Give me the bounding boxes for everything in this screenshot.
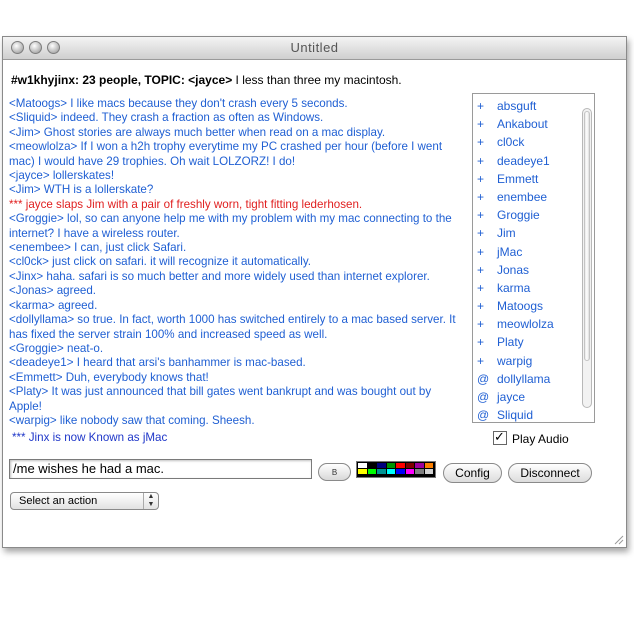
user-list-item[interactable]: [473, 352, 594, 370]
chat-line: <deadeye1> I heard that arsi's banhammer is mac-based.: [9, 356, 306, 370]
chat-line: <karma> agreed.: [9, 298, 98, 312]
color-swatch[interactable]: [387, 469, 396, 474]
color-swatch[interactable]: [396, 463, 405, 468]
color-swatch[interactable]: [377, 463, 386, 468]
user-name: jayce: [497, 390, 526, 404]
chat-line: <Jim> Ghost stories are always much better when read on a mac display.: [9, 125, 386, 139]
chat-line: <Jinx> haha. safari is so much better and more widely used than internet explorer.: [9, 269, 430, 283]
user-mode-prefix: +: [477, 171, 485, 186]
user-list-item[interactable]: [473, 152, 594, 170]
user-name: meowlolza: [497, 317, 554, 332]
chat-line: <Sliquid> indeed. They crash a fraction as often as Windows.: [9, 111, 324, 125]
user-mode-prefix: +: [477, 280, 485, 295]
channel-topic: [11, 73, 402, 87]
user-list-item[interactable]: [473, 315, 594, 333]
channel-info: #w1khyjinx: 23 people, TOPIC: <jayce>: [11, 73, 233, 87]
color-swatch[interactable]: [358, 463, 367, 468]
user-mode-prefix: +: [477, 262, 485, 277]
user-name: Jonas: [497, 262, 530, 277]
topic-text: I less than three my macintosh.: [232, 73, 402, 87]
scrollbar-thumb[interactable]: [584, 111, 590, 361]
color-swatch[interactable]: [415, 463, 424, 468]
user-list-scrollbar[interactable]: [582, 108, 592, 408]
chat-line: <jayce> lollerskates!: [9, 169, 115, 183]
user-mode-prefix: +: [477, 335, 485, 350]
user-name: Ankabout: [497, 117, 548, 132]
user-mode-prefix: +: [477, 299, 485, 314]
color-swatch[interactable]: [425, 463, 434, 468]
user-list-item[interactable]: [473, 206, 594, 224]
user-list[interactable]: [472, 93, 595, 423]
color-swatch[interactable]: [368, 463, 377, 468]
chat-line: <enembee> I can, just click Safari.: [9, 241, 187, 255]
user-name: Emmett: [497, 171, 539, 186]
chat-line: *** Jinx is now Known as jMac: [12, 431, 168, 445]
color-swatch[interactable]: [358, 469, 367, 474]
message-input[interactable]: /me wishes he had a mac.: [9, 459, 312, 479]
user-mode-prefix: @: [477, 371, 490, 386]
user-mode-prefix: +: [477, 189, 485, 204]
user-list-item[interactable]: [473, 170, 594, 188]
resize-grip-icon[interactable]: [613, 534, 624, 545]
chat-log[interactable]: [9, 97, 461, 449]
color-palette[interactable]: [356, 461, 436, 478]
user-mode-prefix: +: [477, 226, 485, 241]
user-list-item[interactable]: [473, 133, 594, 151]
user-mode-prefix: +: [477, 208, 485, 223]
user-name: enembee: [497, 189, 548, 204]
user-name: absguft: [497, 99, 537, 113]
user-list-item[interactable]: [473, 188, 594, 206]
user-list-item[interactable]: [473, 115, 594, 133]
user-list-item[interactable]: [473, 279, 594, 297]
chat-line: <Groggie> neat-o.: [9, 341, 104, 355]
user-name: cl0ck: [497, 135, 525, 150]
play-audio-label: Play Audio: [512, 432, 569, 446]
user-mode-prefix: +: [477, 244, 485, 259]
chat-line: <Emmett> Duh, everybody knows that!: [9, 370, 209, 384]
user-mode-prefix: +: [477, 153, 485, 168]
action-select[interactable]: [10, 492, 159, 510]
user-name: Matoogs: [497, 299, 544, 314]
color-swatch[interactable]: [415, 469, 424, 474]
color-swatch[interactable]: [396, 469, 405, 474]
chat-line: <cl0ck> just click on safari. it will recognize it automatically.: [9, 255, 311, 269]
color-swatch[interactable]: [377, 469, 386, 474]
user-name: Jim: [497, 226, 516, 241]
user-name: deadeye1: [497, 153, 550, 168]
chat-line: <Groggie> lol, so can anyone help me with my problem with my mac connecting to the internet? I have a wireless router.: [9, 212, 452, 240]
user-list-item[interactable]: [473, 224, 594, 242]
window-title: Untitled: [290, 40, 339, 55]
user-list-item[interactable]: [473, 333, 594, 351]
user-mode-prefix: +: [477, 135, 485, 150]
checkbox-checked-icon[interactable]: [493, 431, 507, 445]
updown-arrows-icon: ▲ ▼: [143, 493, 158, 509]
user-mode-prefix: @: [477, 408, 490, 423]
play-audio-checkbox[interactable]: [493, 431, 569, 446]
disconnect-button[interactable]: Disconnect: [508, 463, 592, 483]
user-mode-prefix: +: [477, 353, 485, 368]
user-name: dollyllama: [497, 371, 551, 386]
user-mode-prefix: +: [477, 117, 485, 132]
user-name: Groggie: [497, 208, 540, 223]
user-mode-prefix: @: [477, 390, 490, 404]
user-list-item[interactable]: [473, 97, 594, 115]
user-list-item[interactable]: [473, 243, 594, 261]
chat-line: <Platy> It was just announced that bill gates went bankrupt and was bought out by Apple!: [9, 385, 432, 413]
user-list-item[interactable]: [473, 388, 594, 406]
user-mode-prefix: +: [477, 99, 485, 113]
user-name: karma: [497, 280, 531, 295]
user-list-item[interactable]: [473, 297, 594, 315]
chat-line: <Matoogs> I like macs because they don't crash every 5 seconds.: [9, 97, 348, 110]
user-name: Sliquid: [497, 408, 534, 423]
chat-line: <warpig> like nobody saw that coming. Sheesh.: [9, 413, 255, 427]
chat-line: *** jayce slaps Jim with a pair of freshly worn, tight fitting lederhosen.: [9, 197, 363, 211]
color-swatch[interactable]: [406, 463, 415, 468]
color-swatch[interactable]: [387, 463, 396, 468]
user-name: jMac: [497, 244, 523, 259]
user-name: warpig: [497, 353, 533, 368]
chat-line: <dollyllama> so true. In fact, worth 1000 has switched entirely to a mac based server. It has fixed the server strain 100% and increased speed as well.: [9, 313, 456, 341]
user-name: Platy: [497, 335, 524, 350]
action-select-value: Select an action: [19, 495, 98, 507]
color-swatch[interactable]: [406, 469, 415, 474]
user-list-item[interactable]: [473, 406, 594, 423]
user-mode-prefix: +: [477, 317, 485, 332]
chat-line: <Jim> WTH is a lollerskate?: [9, 183, 154, 197]
user-list-item[interactable]: [473, 261, 594, 279]
title-bar[interactable]: [3, 37, 626, 60]
color-swatch[interactable]: [368, 469, 377, 474]
config-button[interactable]: Config: [443, 463, 502, 483]
color-swatch[interactable]: [425, 469, 434, 474]
chat-line: <meowlolza> If I won a h2h trophy everytime my PC crashed per hour (before I went mac) I would have 29 trophies. Oh wait LOLZORZ! I do!: [9, 140, 443, 168]
bold-button[interactable]: B: [318, 463, 351, 481]
chat-line: <Jonas> agreed.: [9, 284, 97, 298]
user-list-item[interactable]: [473, 370, 594, 388]
chat-window: [2, 36, 627, 548]
